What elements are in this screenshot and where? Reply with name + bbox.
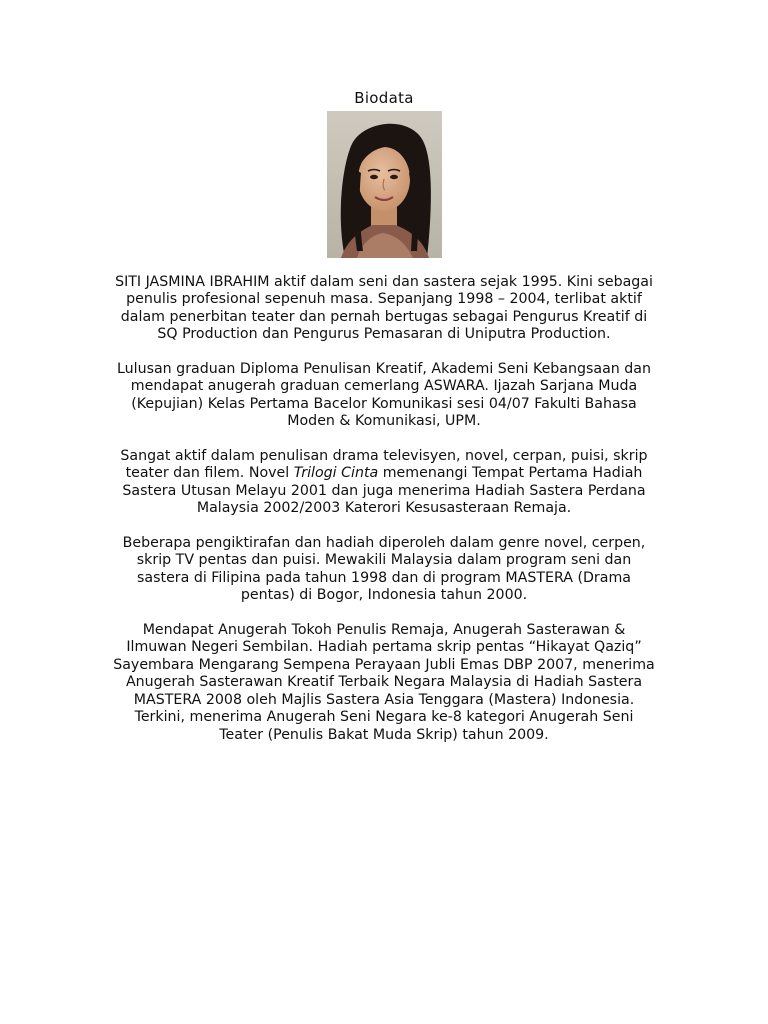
portrait-image [327, 111, 442, 258]
paragraph-writing-part2: memenangi Tempat Pertama Hadiah Sastera Utusan Melayu 2001 dan juga menerima Hadiah Sastera Perdana Malaysia 2002/2003 Katerori Kesusasteraan Remaja. [122, 465, 646, 517]
paragraph-writing [112, 448, 656, 518]
paragraph-education: Lulusan graduan Diploma Penulisan Kreatif, Akademi Seni Kebangsaan dan mendapat anugerah graduan cemerlang ASWARA. Ijazah Sarjana Muda (Kepujian) Kelas Pertama Bacelor Komunikasi sesi 04/07 Fakulti Bahasa Moden & Komunikasi, UPM. [117, 361, 651, 430]
paragraph-writing-part1: Sangat aktif dalam penulisan drama televisyen, novel, cerpan, puisi, skrip teater dan filem. Novel [120, 448, 648, 482]
paragraph-awards: Mendapat Anugerah Tokoh Penulis Remaja, Anugerah Sasterawan & Ilmuwan Negeri Sembilan. Hadiah pertama skrip pentas “Hikayat Qaziq” Sayembara Mengarang Sempena Perayaan Jubli Emas DBP 2007, menerima Anugerah Sasterawan Kreatif Terbaik Negara Malaysia di Hadiah Sastera MASTERA 2008 oleh Majlis Sastera Asia Tenggara (Mastera) Indonesia. Terkini, menerima Anugerah Seni Negara ke-8 kategori Anugerah Seni Teater (Penulis Bakat Muda Skrip) tahun 2009. [113, 622, 655, 743]
novel-title: Trilogi Cinta [293, 465, 379, 482]
portrait-photo [327, 111, 442, 258]
page-title: Biodata [354, 89, 414, 107]
paragraph-recognition: Beberapa pengiktirafan dan hadiah diperoleh dalam genre novel, cerpen, skrip TV pentas dan puisi. Mewakili Malaysia dalam program seni dan sastera di Filipina pada tahun 1998 dan di program MASTERA (Drama pentas) di Bogor, Indonesia tahun 2000. [122, 535, 646, 604]
paragraph-intro: SITI JASMINA IBRAHIM aktif dalam seni dan sastera sejak 1995. Kini sebagai penulis profesional sepenuh masa. Sepanjang 1998 – 2004, terlibat aktif dalam penerbitan teater dan pernah bertugas sebagai Pengurus Kreatif di SQ Production dan Pengurus Pemasaran di Uniputra Production. [115, 274, 653, 343]
biography-body [112, 274, 656, 761]
